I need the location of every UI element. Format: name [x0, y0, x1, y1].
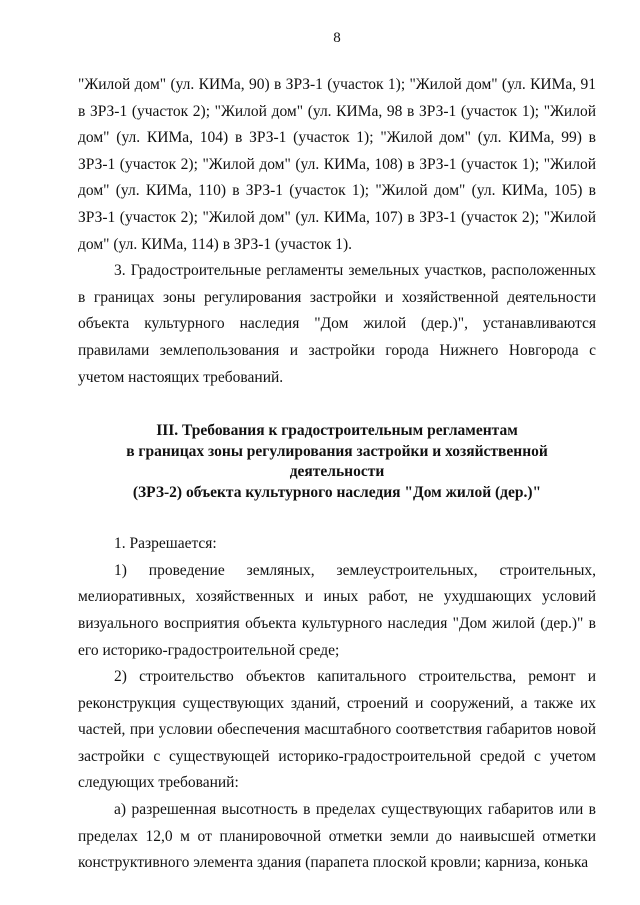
- paragraph-item-2: 2) строительство объектов капитального строительства, ремонт и реконструкция существующих зданий, строений и сооружений, а также их частей, при условии обеспечения масштабного соответствия габаритов новой застройки с существующей историко-градостроительной средой с учетом следующих требований:: [78, 668, 596, 792]
- document-page: [78, 28, 596, 877]
- paragraph-objects-list: "Жилой дом" (ул. КИМа, 90) в ЗРЗ-1 (участок 1); "Жилой дом" (ул. КИМа, 91 в ЗРЗ-1 (участок 2); "Жилой дом" (ул. КИМа, 98 в ЗРЗ-1 (участок 1); "Жилой дом" (ул. КИМа, 104) в ЗРЗ-1 (участок 1); "Жилой дом" (ул. КИМа, 99) в ЗРЗ-1 (участок 2); "Жилой дом" (ул. КИМа, 108) в ЗРЗ-1 (участок 1); "Жилой дом" (ул. КИМа, 110) в ЗРЗ-1 (участок 1); "Жилой дом" (ул. КИМа, 105) в ЗРЗ-1 (участок 2); "Жилой дом" (ул. КИМа, 107) в ЗРЗ-1 (участок 2); "Жилой дом" (ул. КИМа, 114) в ЗРЗ-1 (участок 1).: [78, 76, 596, 253]
- paragraph-1-allowed: 1. Разрешается:: [114, 535, 217, 553]
- paragraph-item-a: а) разрешенная высотность в пределах существующих габаритов или в пределах 12,0 м от планировочной отметки земли до наивысшей отметки конструктивного элемента здания (парапета плоской кровли; карниза, конька: [78, 801, 596, 872]
- section-heading-line-1: III. Требования к градостроительным регламентам: [156, 422, 518, 440]
- paragraph-item-1: 1) проведение земляных, землеустроительных, строительных, мелиоративных, хозяйственных и иных работ, не ухудшающих условий визуального восприятия объекта культурного наследия "Дом жилой (дер.)" в его историко-градостроительной среде;: [78, 561, 596, 659]
- page-number: 8: [333, 30, 341, 46]
- section-heading: [78, 421, 596, 503]
- paragraph-3-regulations: 3. Градостроительные регламенты земельных участков, расположенных в границах зоны регулирования застройки и хозяйственной деятельности объекта культурного наследия "Дом жилой (дер.)", устанавливаются правилами землепользования и застройки города Нижнего Новгорода с учетом настоящих требований.: [78, 262, 596, 386]
- section-heading-line-3: (ЗРЗ-2) объекта культурного наследия "Дом жилой (дер.)": [132, 483, 542, 501]
- section-heading-line-2: в границах зоны регулирования застройки и хозяйственной деятельности: [126, 442, 548, 481]
